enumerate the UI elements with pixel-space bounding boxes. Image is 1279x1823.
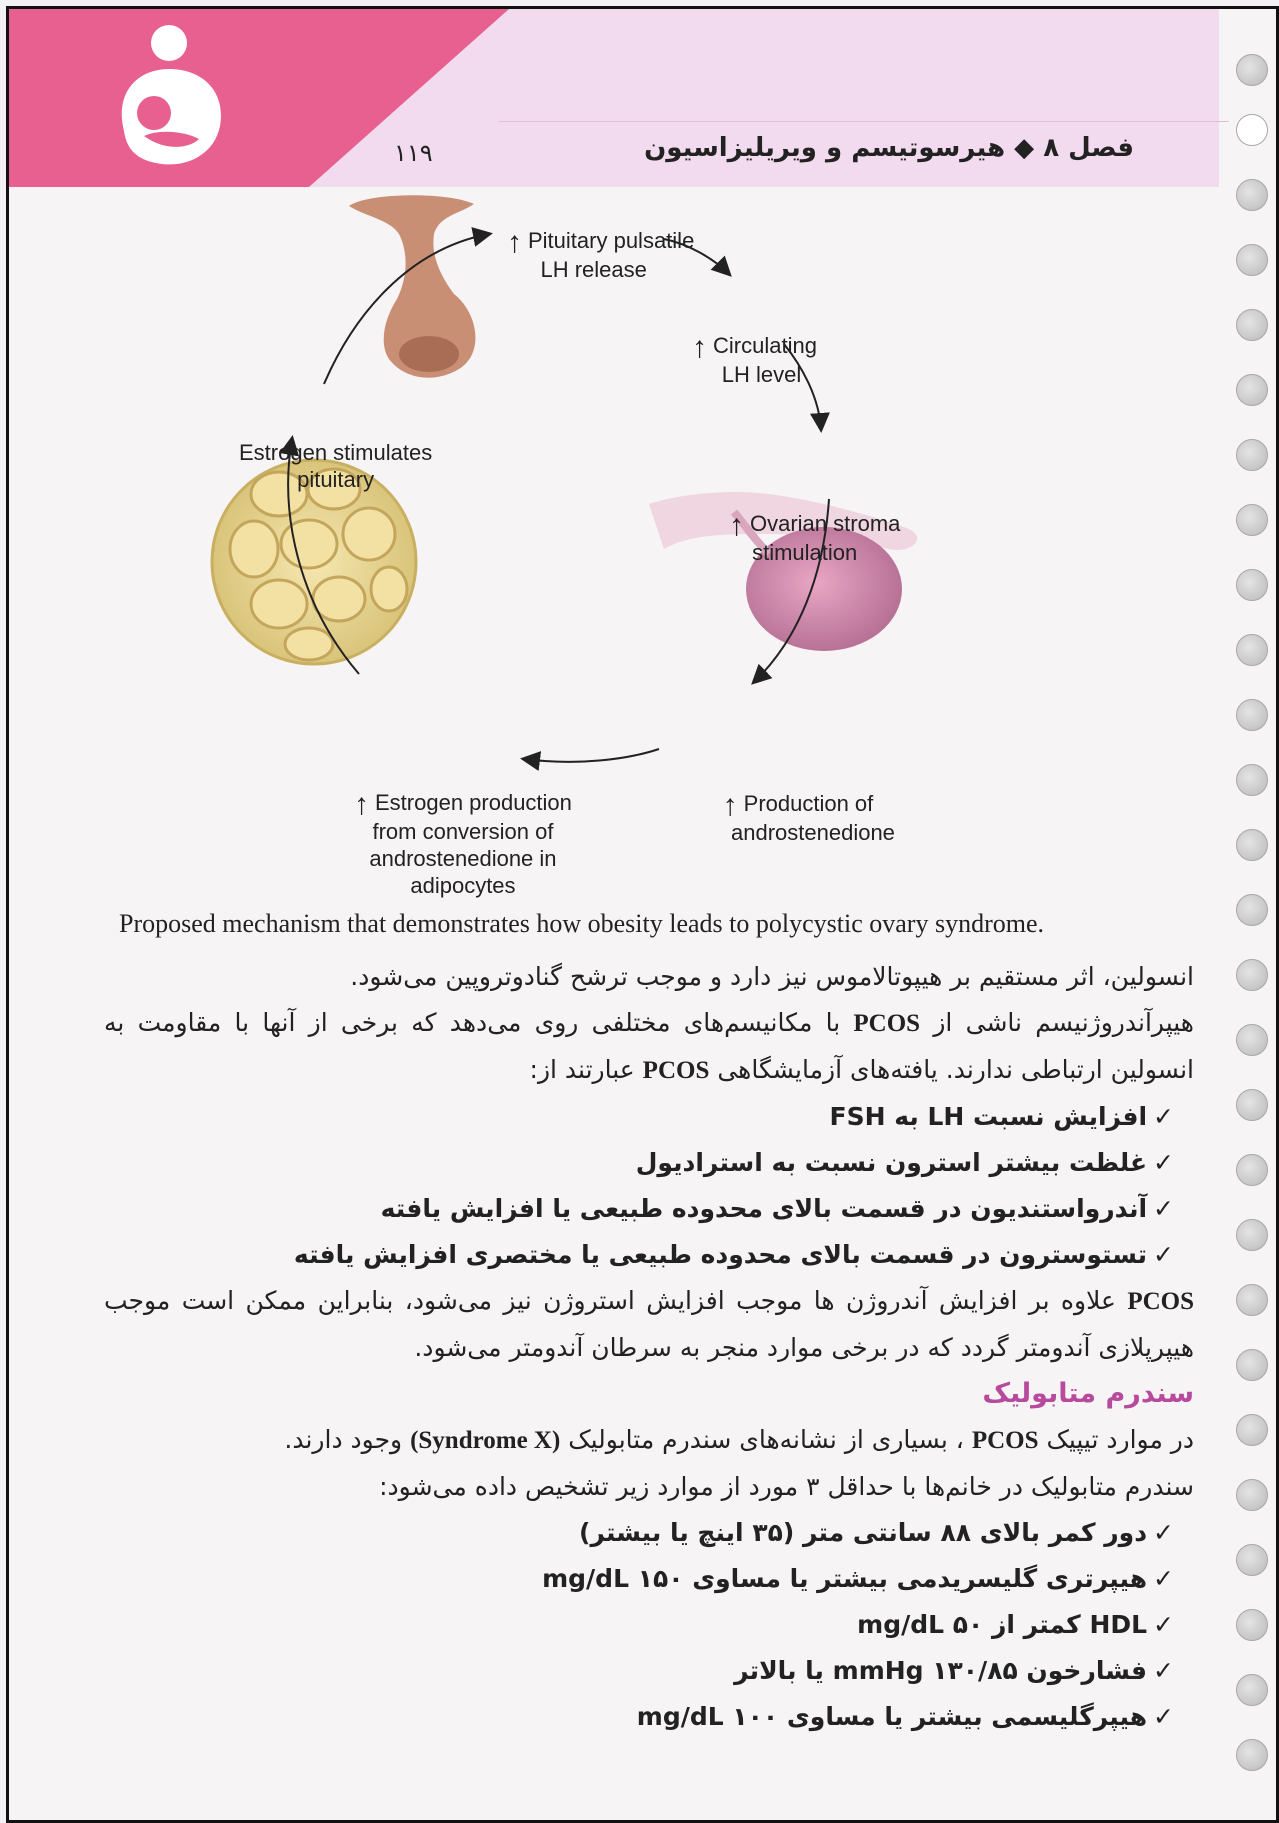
label-production-androstenedione: ↑ Production of androstenedione	[722, 788, 895, 845]
binder-ring	[1236, 1349, 1268, 1381]
binder-ring	[1236, 1544, 1268, 1576]
binder-ring	[1236, 1479, 1268, 1511]
figure-caption: Proposed mechanism that demonstrates how obesity leads to polycystic ovary syndrome.	[119, 909, 1044, 938]
paragraph-hyperandrogenism: هیپرآندروژنیسم ناشی از PCOS با مکانیسم‌های مختلفی روی می‌دهد که برخی از آنها با مقاومت به انسولین ارتباطی ندارند. یافته‌های آزمایشگاهی PCOS عبارتند از:	[104, 1008, 1194, 1084]
binder-ring	[1236, 504, 1268, 536]
criteria-item: ✓هیپرگلیسمی بیشتر یا مساوی ۱۰۰ mg/dL	[636, 1702, 1174, 1731]
label-ovarian-stroma: ↑ Ovarian stroma stimulation	[729, 508, 901, 565]
body-text	[104, 954, 1194, 1740]
binder-ring	[1236, 1609, 1268, 1641]
pcos-mechanism-figure	[209, 194, 1089, 904]
section-heading-metabolic: سندرم متابولیک	[982, 1378, 1194, 1409]
binder-ring	[1236, 569, 1268, 601]
binder-ring	[1236, 1089, 1268, 1121]
lab-finding-item: ✓غلظت بیشتر استرون نسبت به استرادیول	[635, 1148, 1174, 1177]
binder-ring	[1236, 1284, 1268, 1316]
chapter-title: فصل ۸ ◆ هیرسوتیسم و ویریلیزاسیون	[644, 133, 1134, 163]
binder-ring	[1236, 894, 1268, 926]
binder-ring	[1236, 1739, 1268, 1771]
binder-ring	[1236, 764, 1268, 796]
binder-ring	[1236, 54, 1268, 86]
page-header	[9, 9, 1219, 187]
label-estrogen-stimulates: Estrogen stimulates pituitary	[239, 440, 433, 492]
criteria-item: ✓HDL کمتر از ۵۰ mg/dL	[857, 1610, 1174, 1639]
paragraph-insulin: انسولین، اثر مستقیم بر هیپوتالاموس نیز دارد و موجب ترشح گنادوتروپین می‌شود.	[350, 962, 1194, 991]
paragraph-diagnosis: سندرم متابولیک در خانم‌ها با حداقل ۳ مورد از موارد زیر تشخیص داده می‌شود:	[379, 1472, 1194, 1501]
paragraph-estrogen-effect: PCOS علاوه بر افزایش آندروژن ها موجب افزایش استروژن نیز می‌شود، بنابراین ممکن است موجب هیپرپلازی آندومتر گردد که در برخی موارد منجر به سرطان آندومتر می‌شود.	[104, 1286, 1194, 1362]
binder-rings	[1226, 49, 1276, 1809]
binder-ring	[1236, 634, 1268, 666]
header-rule	[499, 121, 1229, 122]
lab-finding-item: ✓تستوسترون در قسمت بالای محدوده طبیعی یا مختصری افزایش یافته	[293, 1240, 1174, 1269]
criteria-item: ✓هیپرتری گلیسریدمی بیشتر یا مساوی ۱۵۰ mg/dL	[542, 1564, 1174, 1593]
binder-ring	[1236, 374, 1268, 406]
lab-finding-item: ✓افزایش نسبت LH به FSH	[829, 1102, 1174, 1131]
binder-ring	[1236, 439, 1268, 471]
binder-ring	[1236, 1414, 1268, 1446]
binder-ring	[1236, 244, 1268, 276]
figure-illustration	[209, 194, 1089, 904]
binder-ring	[1236, 959, 1268, 991]
book-page	[6, 6, 1279, 1823]
lab-finding-item: ✓آندرواستندیون در قسمت بالای محدوده طبیعی یا افزایش یافته	[380, 1194, 1174, 1223]
page-number: ۱۱۹	[394, 139, 433, 167]
binder-ring	[1236, 1154, 1268, 1186]
binder-ring	[1236, 114, 1268, 146]
criteria-item: ✓دور کمر بالای ۸۸ سانتی متر (۳۵ اینچ یا بیشتر)	[579, 1518, 1174, 1547]
binder-ring	[1236, 1219, 1268, 1251]
paragraph-metabolic: در موارد تیپیک PCOS ، بسیاری از نشانه‌های سندرم متابولیک (Syndrome X) وجود دارند.	[284, 1425, 1194, 1454]
label-circulating-lh: ↑ Circulating LH level	[692, 330, 817, 387]
binder-ring	[1236, 309, 1268, 341]
header-accent-band	[9, 9, 509, 187]
label-estrogen-production: ↑ Estrogen production from conversion of androstenedione in adipocytes	[354, 787, 572, 898]
pituitary-gland-illustration	[349, 195, 475, 377]
arrow-to-estrogen-production	[524, 749, 659, 762]
label-pituitary-release: ↑ Pituitary pulsatile LH release	[507, 225, 695, 282]
mother-child-logo-icon	[104, 21, 234, 171]
binder-ring	[1236, 699, 1268, 731]
binder-ring	[1236, 1024, 1268, 1056]
binder-ring	[1236, 179, 1268, 211]
binder-ring	[1236, 1674, 1268, 1706]
binder-ring	[1236, 829, 1268, 861]
criteria-item: ✓فشارخون ۱۳۰/۸۵ mmHg یا بالاتر	[734, 1656, 1174, 1685]
